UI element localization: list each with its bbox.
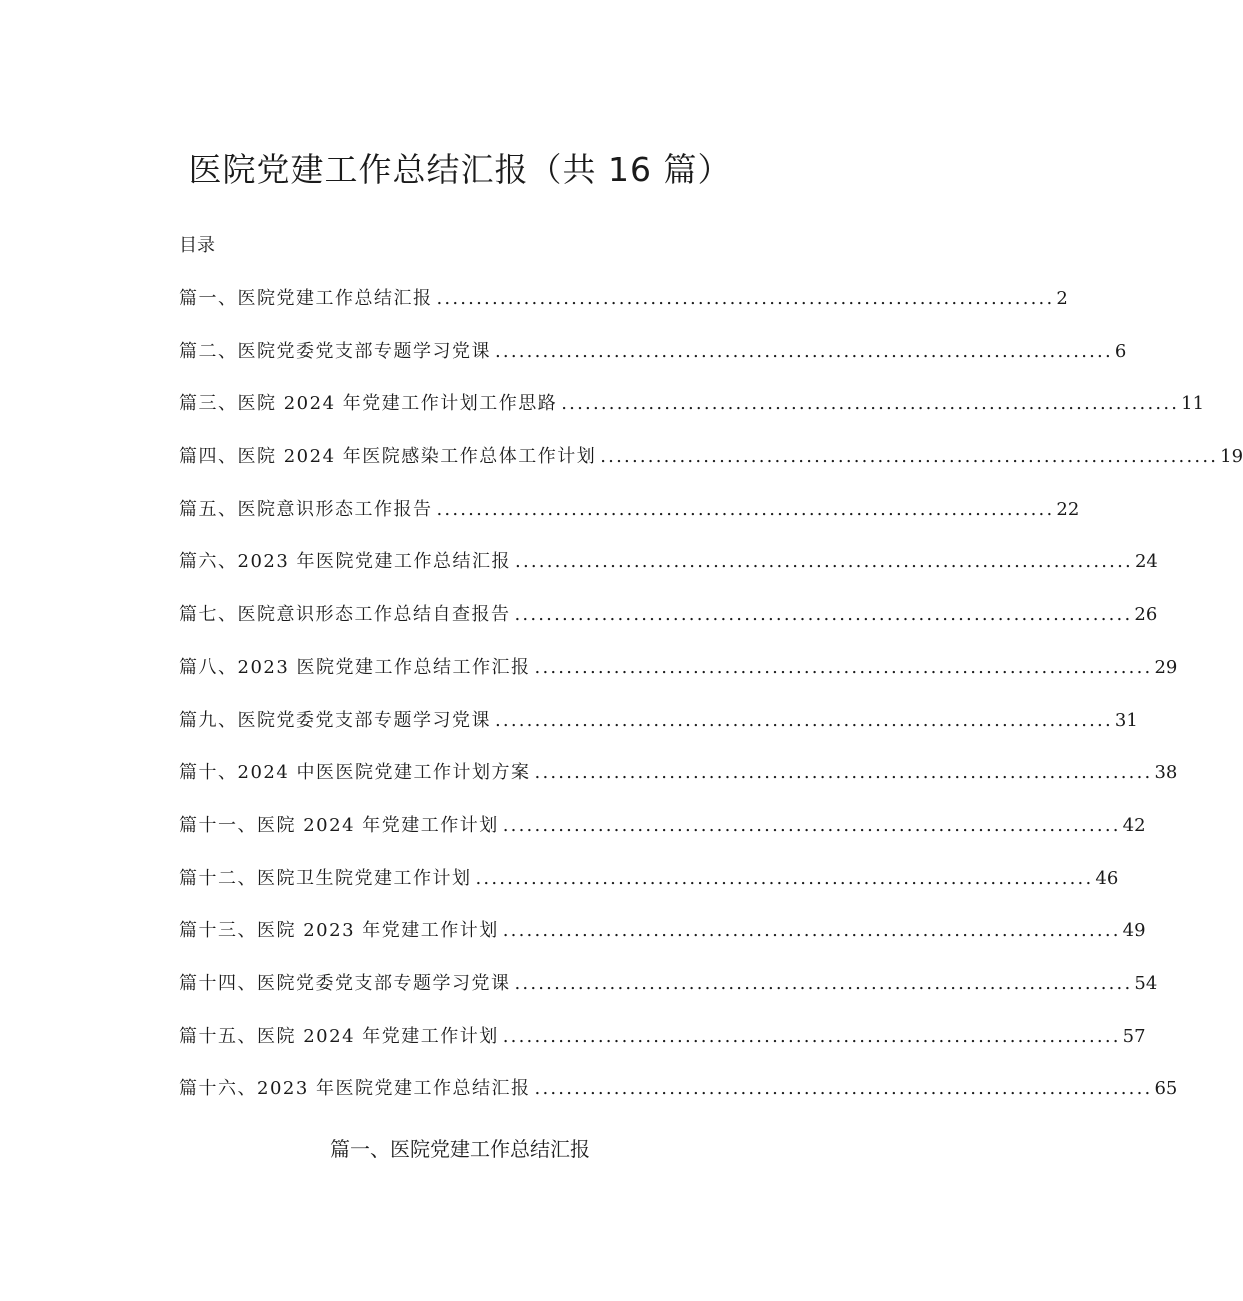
toc-dot-leader: .............................................................................. [436, 288, 1055, 309]
toc-dot-leader: .............................................................................. [495, 709, 1113, 731]
toc-dot-leader: .............................................................................. [475, 867, 1094, 889]
table-of-contents [179, 285, 1243, 1128]
toc-entry-title: 篇十三、医院 2023 年党建工作计划 [179, 920, 499, 942]
toc-entry-title: 篇十五、医院 2024 年党建工作计划 [179, 1025, 499, 1047]
toc-entry-title: 篇二、医院党委党支部专题学习党课 [179, 340, 491, 362]
toc-entry-7[interactable] [179, 601, 1158, 654]
toc-dot-leader: .............................................................................. [502, 920, 1121, 942]
toc-dot-leader: .............................................................................. [514, 604, 1133, 626]
toc-dot-leader: .............................................................................. [502, 1025, 1121, 1047]
toc-entry-6[interactable] [179, 548, 1158, 601]
toc-entry-title: 篇十四、医院党委党支部专题学习党课 [179, 972, 511, 994]
toc-page-number: 26 [1134, 604, 1158, 626]
toc-page-number: 19 [1220, 446, 1243, 468]
toc-entry-13[interactable] [179, 917, 1146, 970]
toc-entry-1[interactable] [179, 285, 1068, 338]
toc-page-number: 42 [1122, 814, 1146, 836]
toc-entry-12[interactable] [179, 865, 1119, 918]
toc-entry-title: 篇九、医院党委党支部专题学习党课 [179, 709, 491, 731]
toc-entry-title: 篇八、2023 医院党建工作总结工作汇报 [179, 656, 531, 678]
toc-entry-10[interactable] [179, 759, 1178, 812]
toc-dot-leader: .............................................................................. [502, 814, 1121, 836]
toc-entry-title: 篇一、医院党建工作总结汇报 [179, 288, 433, 309]
toc-page-number: 2 [1056, 288, 1068, 309]
toc-page-number: 29 [1154, 656, 1178, 678]
section-heading: 篇一、医院党建工作总结汇报 [330, 1137, 590, 1161]
toc-dot-leader: .............................................................................. [495, 340, 1113, 362]
toc-dot-leader: .............................................................................. [436, 498, 1055, 520]
toc-entry-title: 篇七、医院意识形态工作总结自查报告 [179, 604, 511, 626]
toc-page-number: 49 [1122, 920, 1146, 942]
toc-entry-title: 篇四、医院 2024 年医院感染工作总体工作计划 [179, 446, 597, 468]
toc-entry-14[interactable] [179, 970, 1158, 1023]
toc-entry-title: 篇三、医院 2024 年党建工作计划工作思路 [179, 393, 558, 415]
toc-dot-leader: .............................................................................. [534, 762, 1153, 784]
toc-page-number: 46 [1095, 867, 1119, 889]
toc-entry-9[interactable] [179, 707, 1138, 760]
toc-entry-title: 篇十、2024 中医医院党建工作计划方案 [179, 762, 531, 784]
toc-entry-5[interactable] [179, 496, 1080, 549]
toc-dot-leader: .............................................................................. [534, 656, 1153, 678]
toc-page-number: 57 [1122, 1025, 1146, 1047]
toc-entry-8[interactable] [179, 654, 1178, 707]
toc-dot-leader: .............................................................................. [600, 446, 1219, 468]
toc-page-number: 11 [1181, 393, 1205, 415]
toc-entry-2[interactable] [179, 338, 1127, 391]
toc-page-number: 31 [1114, 709, 1138, 731]
toc-page-number: 38 [1154, 762, 1178, 784]
toc-entry-title: 篇十一、医院 2024 年党建工作计划 [179, 814, 499, 836]
toc-entry-15[interactable] [179, 1023, 1146, 1076]
toc-page-number: 54 [1134, 972, 1158, 994]
toc-dot-leader: .............................................................................. [534, 1078, 1153, 1100]
toc-dot-leader: .............................................................................. [515, 551, 1133, 573]
toc-dot-leader: .............................................................................. [514, 972, 1133, 994]
toc-entry-title: 篇十六、2023 年医院党建工作总结汇报 [179, 1078, 531, 1100]
document-title: 医院党建工作总结汇报（共 16 篇） [188, 150, 732, 189]
toc-page-number: 24 [1134, 551, 1158, 573]
toc-dot-leader: .............................................................................. [561, 393, 1180, 415]
toc-entry-3[interactable] [179, 390, 1205, 443]
toc-entry-title: 篇六、2023 年医院党建工作总结汇报 [179, 551, 512, 573]
toc-entry-4[interactable] [179, 443, 1243, 496]
toc-entry-16[interactable] [179, 1075, 1178, 1128]
toc-page-number: 6 [1114, 340, 1127, 362]
toc-entry-title: 篇十二、医院卫生院党建工作计划 [179, 867, 472, 889]
toc-heading: 目录 [179, 235, 215, 256]
toc-page-number: 22 [1056, 498, 1080, 520]
toc-entry-11[interactable] [179, 812, 1146, 865]
toc-page-number: 65 [1154, 1078, 1178, 1100]
toc-entry-title: 篇五、医院意识形态工作报告 [179, 498, 433, 520]
